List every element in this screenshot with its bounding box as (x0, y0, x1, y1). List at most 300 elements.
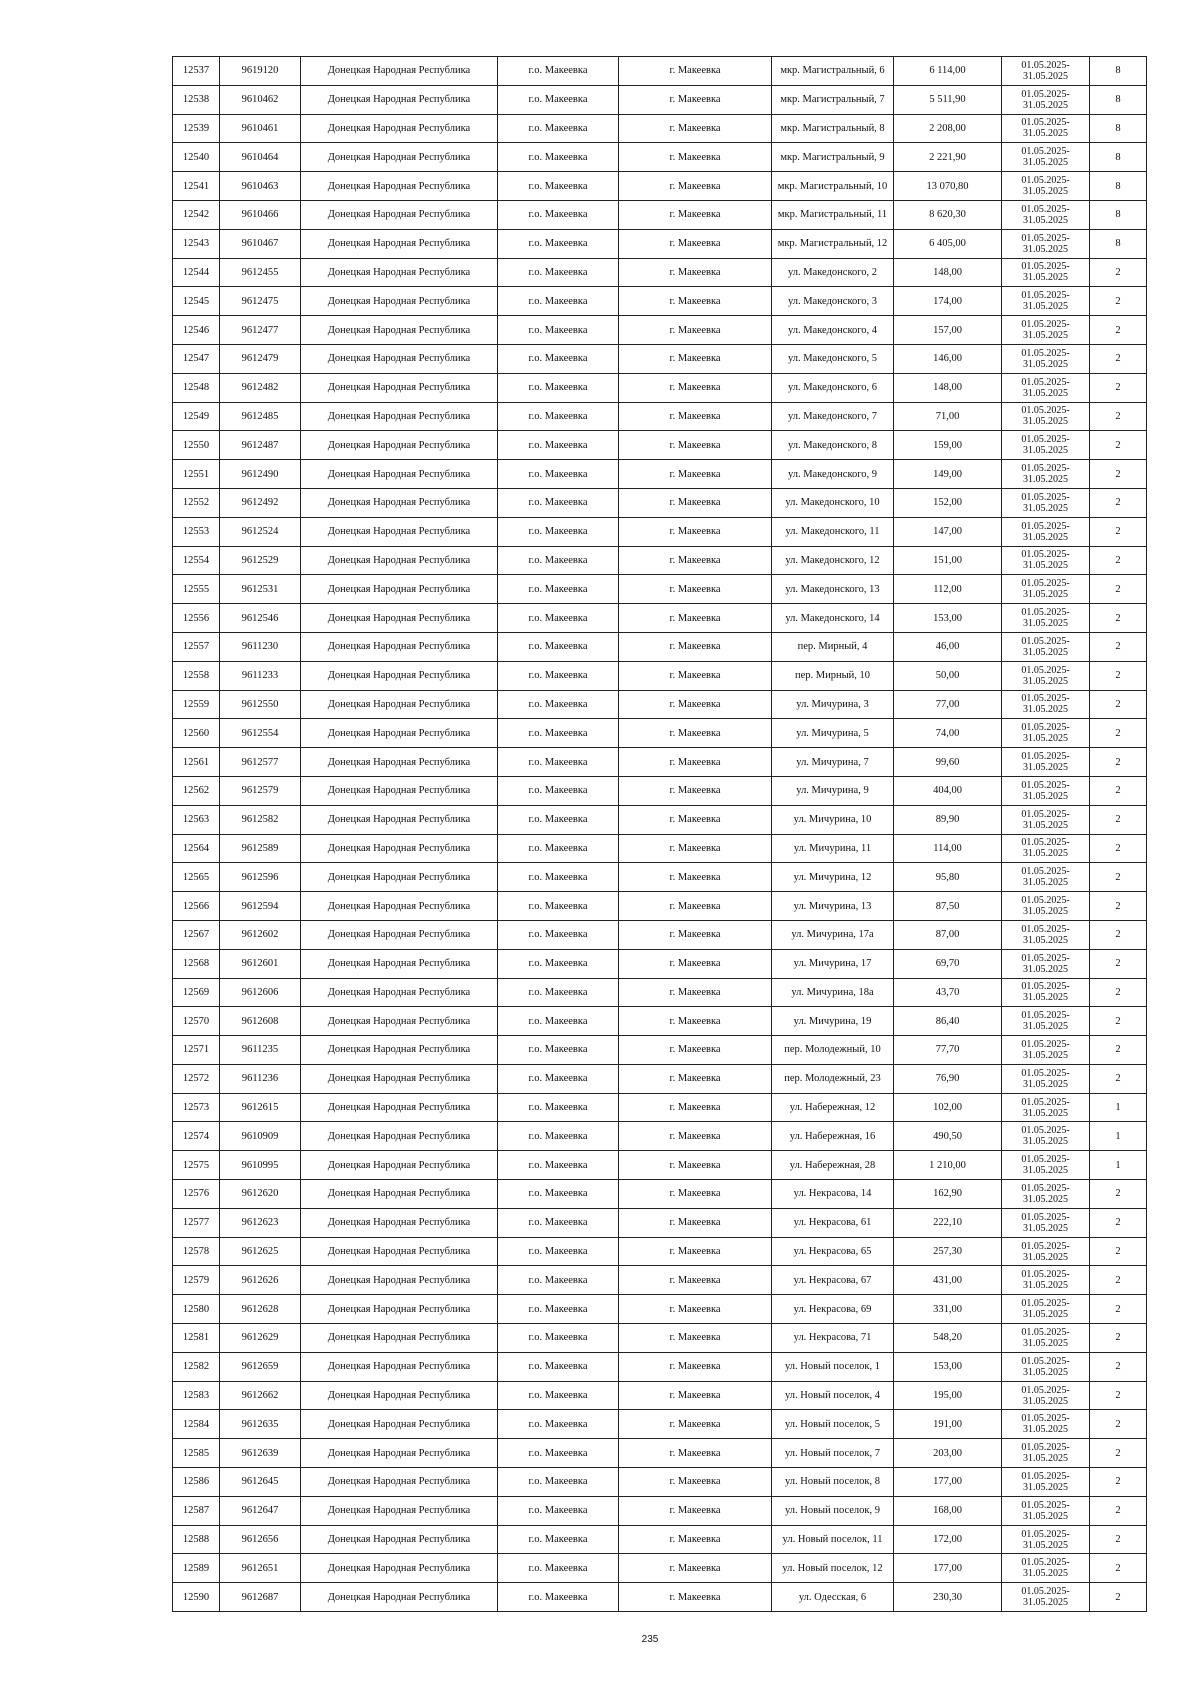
district-cell: г.о. Макеевка (498, 1352, 619, 1381)
region-cell: Донецкая Народная Республика (301, 920, 498, 949)
area-cell: 2 221,90 (894, 143, 1002, 172)
table-row (173, 143, 1147, 172)
region-cell: Донецкая Народная Республика (301, 1583, 498, 1612)
address-cell: ул. Мичурина, 13 (772, 892, 894, 921)
period-cell: 01.05.2025-31.05.2025 (1002, 402, 1090, 431)
category-cell: 2 (1090, 834, 1147, 863)
table-row (173, 1468, 1147, 1497)
city-cell: г. Макеевка (619, 863, 772, 892)
row-number-cell: 12583 (173, 1381, 220, 1410)
period-cell: 01.05.2025-31.05.2025 (1002, 1064, 1090, 1093)
district-cell: г.о. Макеевка (498, 1496, 619, 1525)
table-row (173, 661, 1147, 690)
period-cell: 01.05.2025-31.05.2025 (1002, 316, 1090, 345)
row-number-cell: 12574 (173, 1122, 220, 1151)
category-cell: 2 (1090, 978, 1147, 1007)
row-number-cell: 12580 (173, 1295, 220, 1324)
area-cell: 147,00 (894, 517, 1002, 546)
area-cell: 230,30 (894, 1583, 1002, 1612)
period-cell: 01.05.2025-31.05.2025 (1002, 1410, 1090, 1439)
city-cell: г. Макеевка (619, 1151, 772, 1180)
table-row (173, 1554, 1147, 1583)
period-cell: 01.05.2025-31.05.2025 (1002, 373, 1090, 402)
district-cell: г.о. Макеевка (498, 748, 619, 777)
district-cell: г.о. Макеевка (498, 488, 619, 517)
region-cell: Донецкая Народная Республика (301, 200, 498, 229)
region-cell: Донецкая Народная Республика (301, 546, 498, 575)
row-number-cell: 12573 (173, 1093, 220, 1122)
area-cell: 1 210,00 (894, 1151, 1002, 1180)
city-cell: г. Макеевка (619, 460, 772, 489)
table-row (173, 1266, 1147, 1295)
address-cell: ул. Мичурина, 17 (772, 949, 894, 978)
address-cell: ул. Мичурина, 19 (772, 1007, 894, 1036)
area-cell: 153,00 (894, 604, 1002, 633)
table-row (173, 1064, 1147, 1093)
region-cell: Донецкая Народная Республика (301, 1439, 498, 1468)
area-cell: 152,00 (894, 488, 1002, 517)
area-cell: 76,90 (894, 1064, 1002, 1093)
area-cell: 548,20 (894, 1324, 1002, 1353)
category-cell: 2 (1090, 1237, 1147, 1266)
city-cell: г. Макеевка (619, 748, 772, 777)
category-cell: 2 (1090, 1295, 1147, 1324)
object-code-cell: 9612626 (220, 1266, 301, 1295)
area-cell: 148,00 (894, 258, 1002, 287)
object-code-cell: 9612629 (220, 1324, 301, 1353)
row-number-cell: 12545 (173, 287, 220, 316)
district-cell: г.о. Макеевка (498, 200, 619, 229)
city-cell: г. Макеевка (619, 1554, 772, 1583)
district-cell: г.о. Макеевка (498, 1468, 619, 1497)
address-cell: ул. Македонского, 7 (772, 402, 894, 431)
object-code-cell: 9612628 (220, 1295, 301, 1324)
city-cell: г. Макеевка (619, 344, 772, 373)
region-cell: Донецкая Народная Республика (301, 1410, 498, 1439)
category-cell: 8 (1090, 85, 1147, 114)
district-cell: г.о. Макеевка (498, 1554, 619, 1583)
address-cell: ул. Некрасова, 67 (772, 1266, 894, 1295)
row-number-cell: 12572 (173, 1064, 220, 1093)
address-cell: ул. Набережная, 12 (772, 1093, 894, 1122)
period-cell: 01.05.2025-31.05.2025 (1002, 287, 1090, 316)
district-cell: г.о. Макеевка (498, 978, 619, 1007)
object-code-cell: 9612623 (220, 1208, 301, 1237)
area-cell: 6 405,00 (894, 229, 1002, 258)
address-cell: ул. Новый поселок, 12 (772, 1554, 894, 1583)
row-number-cell: 12578 (173, 1237, 220, 1266)
city-cell: г. Макеевка (619, 834, 772, 863)
object-code-cell: 9612482 (220, 373, 301, 402)
region-cell: Донецкая Народная Республика (301, 1381, 498, 1410)
table-row (173, 805, 1147, 834)
category-cell: 2 (1090, 460, 1147, 489)
city-cell: г. Макеевка (619, 402, 772, 431)
row-number-cell: 12589 (173, 1554, 220, 1583)
city-cell: г. Макеевка (619, 488, 772, 517)
region-cell: Донецкая Народная Республика (301, 172, 498, 201)
city-cell: г. Макеевка (619, 1324, 772, 1353)
object-code-cell: 9612529 (220, 546, 301, 575)
period-cell: 01.05.2025-31.05.2025 (1002, 1324, 1090, 1353)
object-code-cell: 9611233 (220, 661, 301, 690)
row-number-cell: 12584 (173, 1410, 220, 1439)
category-cell: 2 (1090, 575, 1147, 604)
table-row (173, 1439, 1147, 1468)
object-code-cell: 9612662 (220, 1381, 301, 1410)
district-cell: г.о. Макеевка (498, 1122, 619, 1151)
region-cell: Донецкая Народная Республика (301, 632, 498, 661)
row-number-cell: 12558 (173, 661, 220, 690)
city-cell: г. Макеевка (619, 1064, 772, 1093)
area-cell: 404,00 (894, 776, 1002, 805)
row-number-cell: 12590 (173, 1583, 220, 1612)
period-cell: 01.05.2025-31.05.2025 (1002, 546, 1090, 575)
object-code-cell: 9612485 (220, 402, 301, 431)
table-row (173, 316, 1147, 345)
category-cell: 2 (1090, 1036, 1147, 1065)
period-cell: 01.05.2025-31.05.2025 (1002, 748, 1090, 777)
address-cell: ул. Мичурина, 18а (772, 978, 894, 1007)
table-row (173, 344, 1147, 373)
category-cell: 2 (1090, 1410, 1147, 1439)
region-cell: Донецкая Народная Республика (301, 460, 498, 489)
table-row (173, 1237, 1147, 1266)
table-row (173, 517, 1147, 546)
district-cell: г.о. Макеевка (498, 546, 619, 575)
object-code-cell: 9611235 (220, 1036, 301, 1065)
table-row (173, 460, 1147, 489)
region-cell: Донецкая Народная Республика (301, 805, 498, 834)
city-cell: г. Макеевка (619, 1525, 772, 1554)
city-cell: г. Макеевка (619, 1180, 772, 1209)
area-cell: 174,00 (894, 287, 1002, 316)
object-code-cell: 9612656 (220, 1525, 301, 1554)
category-cell: 2 (1090, 344, 1147, 373)
city-cell: г. Макеевка (619, 1496, 772, 1525)
table-row (173, 488, 1147, 517)
city-cell: г. Макеевка (619, 1381, 772, 1410)
category-cell: 2 (1090, 776, 1147, 805)
region-cell: Донецкая Народная Республика (301, 1007, 498, 1036)
address-cell: ул. Македонского, 12 (772, 546, 894, 575)
city-cell: г. Макеевка (619, 546, 772, 575)
area-cell: 195,00 (894, 1381, 1002, 1410)
period-cell: 01.05.2025-31.05.2025 (1002, 143, 1090, 172)
district-cell: г.о. Макеевка (498, 920, 619, 949)
object-code-cell: 9612602 (220, 920, 301, 949)
city-cell: г. Макеевка (619, 316, 772, 345)
district-cell: г.о. Макеевка (498, 229, 619, 258)
district-cell: г.о. Макеевка (498, 517, 619, 546)
city-cell: г. Макеевка (619, 1295, 772, 1324)
object-code-cell: 9612479 (220, 344, 301, 373)
row-number-cell: 12585 (173, 1439, 220, 1468)
table-row (173, 1180, 1147, 1209)
object-code-cell: 9610909 (220, 1122, 301, 1151)
category-cell: 2 (1090, 748, 1147, 777)
object-code-cell: 9612647 (220, 1496, 301, 1525)
region-cell: Донецкая Народная Республика (301, 834, 498, 863)
city-cell: г. Макеевка (619, 258, 772, 287)
address-cell: ул. Македонского, 11 (772, 517, 894, 546)
table-row (173, 575, 1147, 604)
area-cell: 50,00 (894, 661, 1002, 690)
category-cell: 2 (1090, 1007, 1147, 1036)
city-cell: г. Макеевка (619, 172, 772, 201)
table-row (173, 834, 1147, 863)
region-cell: Донецкая Народная Республика (301, 1208, 498, 1237)
region-cell: Донецкая Народная Республика (301, 373, 498, 402)
object-code-cell: 9612639 (220, 1439, 301, 1468)
district-cell: г.о. Макеевка (498, 1295, 619, 1324)
object-code-cell: 9612687 (220, 1583, 301, 1612)
city-cell: г. Макеевка (619, 57, 772, 86)
category-cell: 2 (1090, 258, 1147, 287)
object-code-cell: 9612550 (220, 690, 301, 719)
row-number-cell: 12542 (173, 200, 220, 229)
address-cell: ул. Мичурина, 12 (772, 863, 894, 892)
category-cell: 8 (1090, 200, 1147, 229)
city-cell: г. Макеевка (619, 776, 772, 805)
table-row (173, 1496, 1147, 1525)
category-cell: 2 (1090, 287, 1147, 316)
address-cell: ул. Новый поселок, 7 (772, 1439, 894, 1468)
row-number-cell: 12569 (173, 978, 220, 1007)
region-cell: Донецкая Народная Республика (301, 863, 498, 892)
object-code-cell: 9612606 (220, 978, 301, 1007)
object-code-cell: 9612615 (220, 1093, 301, 1122)
city-cell: г. Макеевка (619, 85, 772, 114)
row-number-cell: 12581 (173, 1324, 220, 1353)
address-cell: ул. Набережная, 16 (772, 1122, 894, 1151)
table-row (173, 200, 1147, 229)
region-cell: Донецкая Народная Республика (301, 1468, 498, 1497)
table-row (173, 776, 1147, 805)
region-cell: Донецкая Народная Республика (301, 1496, 498, 1525)
row-number-cell: 12568 (173, 949, 220, 978)
period-cell: 01.05.2025-31.05.2025 (1002, 1352, 1090, 1381)
table-row (173, 287, 1147, 316)
object-code-cell: 9612477 (220, 316, 301, 345)
region-cell: Донецкая Народная Республика (301, 1064, 498, 1093)
category-cell: 2 (1090, 1352, 1147, 1381)
district-cell: г.о. Макеевка (498, 604, 619, 633)
region-cell: Донецкая Народная Республика (301, 1151, 498, 1180)
row-number-cell: 12561 (173, 748, 220, 777)
object-code-cell: 9612625 (220, 1237, 301, 1266)
region-cell: Донецкая Народная Республика (301, 949, 498, 978)
object-code-cell: 9619120 (220, 57, 301, 86)
region-cell: Донецкая Народная Республика (301, 1295, 498, 1324)
city-cell: г. Макеевка (619, 949, 772, 978)
row-number-cell: 12553 (173, 517, 220, 546)
table-row (173, 1324, 1147, 1353)
address-cell: ул. Некрасова, 61 (772, 1208, 894, 1237)
row-number-cell: 12571 (173, 1036, 220, 1065)
row-number-cell: 12586 (173, 1468, 220, 1497)
period-cell: 01.05.2025-31.05.2025 (1002, 1295, 1090, 1324)
object-code-cell: 9612524 (220, 517, 301, 546)
object-code-cell: 9612651 (220, 1554, 301, 1583)
area-cell: 431,00 (894, 1266, 1002, 1295)
period-cell: 01.05.2025-31.05.2025 (1002, 1554, 1090, 1583)
district-cell: г.о. Макеевка (498, 575, 619, 604)
address-cell: ул. Македонского, 6 (772, 373, 894, 402)
row-number-cell: 12559 (173, 690, 220, 719)
object-code-cell: 9612635 (220, 1410, 301, 1439)
city-cell: г. Макеевка (619, 1439, 772, 1468)
district-cell: г.о. Макеевка (498, 1583, 619, 1612)
table-row (173, 1093, 1147, 1122)
region-cell: Донецкая Народная Республика (301, 661, 498, 690)
area-cell: 77,00 (894, 690, 1002, 719)
address-cell: ул. Новый поселок, 8 (772, 1468, 894, 1497)
period-cell: 01.05.2025-31.05.2025 (1002, 1468, 1090, 1497)
object-code-cell: 9610464 (220, 143, 301, 172)
area-cell: 69,70 (894, 949, 1002, 978)
region-cell: Донецкая Народная Республика (301, 431, 498, 460)
object-code-cell: 9612582 (220, 805, 301, 834)
row-number-cell: 12547 (173, 344, 220, 373)
category-cell: 1 (1090, 1151, 1147, 1180)
row-number-cell: 12563 (173, 805, 220, 834)
row-number-cell: 12555 (173, 575, 220, 604)
table-row (173, 632, 1147, 661)
city-cell: г. Макеевка (619, 1237, 772, 1266)
table-row (173, 978, 1147, 1007)
district-cell: г.о. Макеевка (498, 776, 619, 805)
area-cell: 112,00 (894, 575, 1002, 604)
city-cell: г. Макеевка (619, 719, 772, 748)
city-cell: г. Макеевка (619, 1007, 772, 1036)
city-cell: г. Макеевка (619, 978, 772, 1007)
period-cell: 01.05.2025-31.05.2025 (1002, 488, 1090, 517)
district-cell: г.о. Макеевка (498, 1180, 619, 1209)
district-cell: г.о. Макеевка (498, 57, 619, 86)
area-cell: 168,00 (894, 1496, 1002, 1525)
address-cell: ул. Мичурина, 9 (772, 776, 894, 805)
city-cell: г. Макеевка (619, 1036, 772, 1065)
category-cell: 2 (1090, 1064, 1147, 1093)
category-cell: 1 (1090, 1122, 1147, 1151)
object-code-cell: 9612475 (220, 287, 301, 316)
row-number-cell: 12566 (173, 892, 220, 921)
object-code-cell: 9611230 (220, 632, 301, 661)
period-cell: 01.05.2025-31.05.2025 (1002, 229, 1090, 258)
district-cell: г.о. Макеевка (498, 834, 619, 863)
district-cell: г.о. Макеевка (498, 661, 619, 690)
category-cell: 2 (1090, 488, 1147, 517)
object-code-cell: 9612594 (220, 892, 301, 921)
district-cell: г.о. Макеевка (498, 632, 619, 661)
object-code-cell: 9610462 (220, 85, 301, 114)
table-row (173, 1122, 1147, 1151)
region-cell: Донецкая Народная Республика (301, 1554, 498, 1583)
row-number-cell: 12582 (173, 1352, 220, 1381)
period-cell: 01.05.2025-31.05.2025 (1002, 575, 1090, 604)
period-cell: 01.05.2025-31.05.2025 (1002, 85, 1090, 114)
district-cell: г.о. Макеевка (498, 1525, 619, 1554)
object-code-cell: 9612579 (220, 776, 301, 805)
region-cell: Донецкая Народная Республика (301, 719, 498, 748)
table-row (173, 229, 1147, 258)
table-row (173, 690, 1147, 719)
category-cell: 2 (1090, 892, 1147, 921)
category-cell: 2 (1090, 1381, 1147, 1410)
category-cell: 2 (1090, 949, 1147, 978)
area-cell: 87,00 (894, 920, 1002, 949)
area-cell: 2 208,00 (894, 114, 1002, 143)
period-cell: 01.05.2025-31.05.2025 (1002, 978, 1090, 1007)
region-cell: Донецкая Народная Республика (301, 776, 498, 805)
period-cell: 01.05.2025-31.05.2025 (1002, 1036, 1090, 1065)
address-cell: ул. Мичурина, 5 (772, 719, 894, 748)
district-cell: г.о. Макеевка (498, 1381, 619, 1410)
category-cell: 2 (1090, 632, 1147, 661)
district-cell: г.о. Макеевка (498, 805, 619, 834)
table-row (173, 1208, 1147, 1237)
region-cell: Донецкая Народная Республика (301, 1525, 498, 1554)
address-cell: мкр. Магистральный, 10 (772, 172, 894, 201)
area-cell: 151,00 (894, 546, 1002, 575)
category-cell: 2 (1090, 316, 1147, 345)
table-row (173, 1295, 1147, 1324)
row-number-cell: 12550 (173, 431, 220, 460)
region-cell: Донецкая Народная Республика (301, 402, 498, 431)
district-cell: г.о. Макеевка (498, 892, 619, 921)
period-cell: 01.05.2025-31.05.2025 (1002, 172, 1090, 201)
table-row (173, 1410, 1147, 1439)
period-cell: 01.05.2025-31.05.2025 (1002, 258, 1090, 287)
district-cell: г.о. Макеевка (498, 1237, 619, 1266)
category-cell: 2 (1090, 431, 1147, 460)
period-cell: 01.05.2025-31.05.2025 (1002, 892, 1090, 921)
table-row (173, 1151, 1147, 1180)
region-cell: Донецкая Народная Республика (301, 1036, 498, 1065)
district-cell: г.о. Макеевка (498, 949, 619, 978)
city-cell: г. Макеевка (619, 892, 772, 921)
area-cell: 8 620,30 (894, 200, 1002, 229)
district-cell: г.о. Макеевка (498, 344, 619, 373)
category-cell: 2 (1090, 373, 1147, 402)
object-code-cell: 9611236 (220, 1064, 301, 1093)
region-cell: Донецкая Народная Республика (301, 85, 498, 114)
region-cell: Донецкая Народная Республика (301, 344, 498, 373)
period-cell: 01.05.2025-31.05.2025 (1002, 1180, 1090, 1209)
period-cell: 01.05.2025-31.05.2025 (1002, 1525, 1090, 1554)
address-cell: ул. Некрасова, 65 (772, 1237, 894, 1266)
area-cell: 148,00 (894, 373, 1002, 402)
area-cell: 102,00 (894, 1093, 1002, 1122)
city-cell: г. Макеевка (619, 431, 772, 460)
category-cell: 2 (1090, 517, 1147, 546)
row-number-cell: 12552 (173, 488, 220, 517)
city-cell: г. Макеевка (619, 1122, 772, 1151)
period-cell: 01.05.2025-31.05.2025 (1002, 776, 1090, 805)
address-cell: ул. Новый поселок, 5 (772, 1410, 894, 1439)
area-cell: 146,00 (894, 344, 1002, 373)
address-cell: пер. Мирный, 10 (772, 661, 894, 690)
row-number-cell: 12540 (173, 143, 220, 172)
area-cell: 5 511,90 (894, 85, 1002, 114)
area-cell: 149,00 (894, 460, 1002, 489)
city-cell: г. Макеевка (619, 1583, 772, 1612)
table-row (173, 57, 1147, 86)
row-number-cell: 12537 (173, 57, 220, 86)
object-code-cell: 9612531 (220, 575, 301, 604)
object-code-cell: 9612490 (220, 460, 301, 489)
